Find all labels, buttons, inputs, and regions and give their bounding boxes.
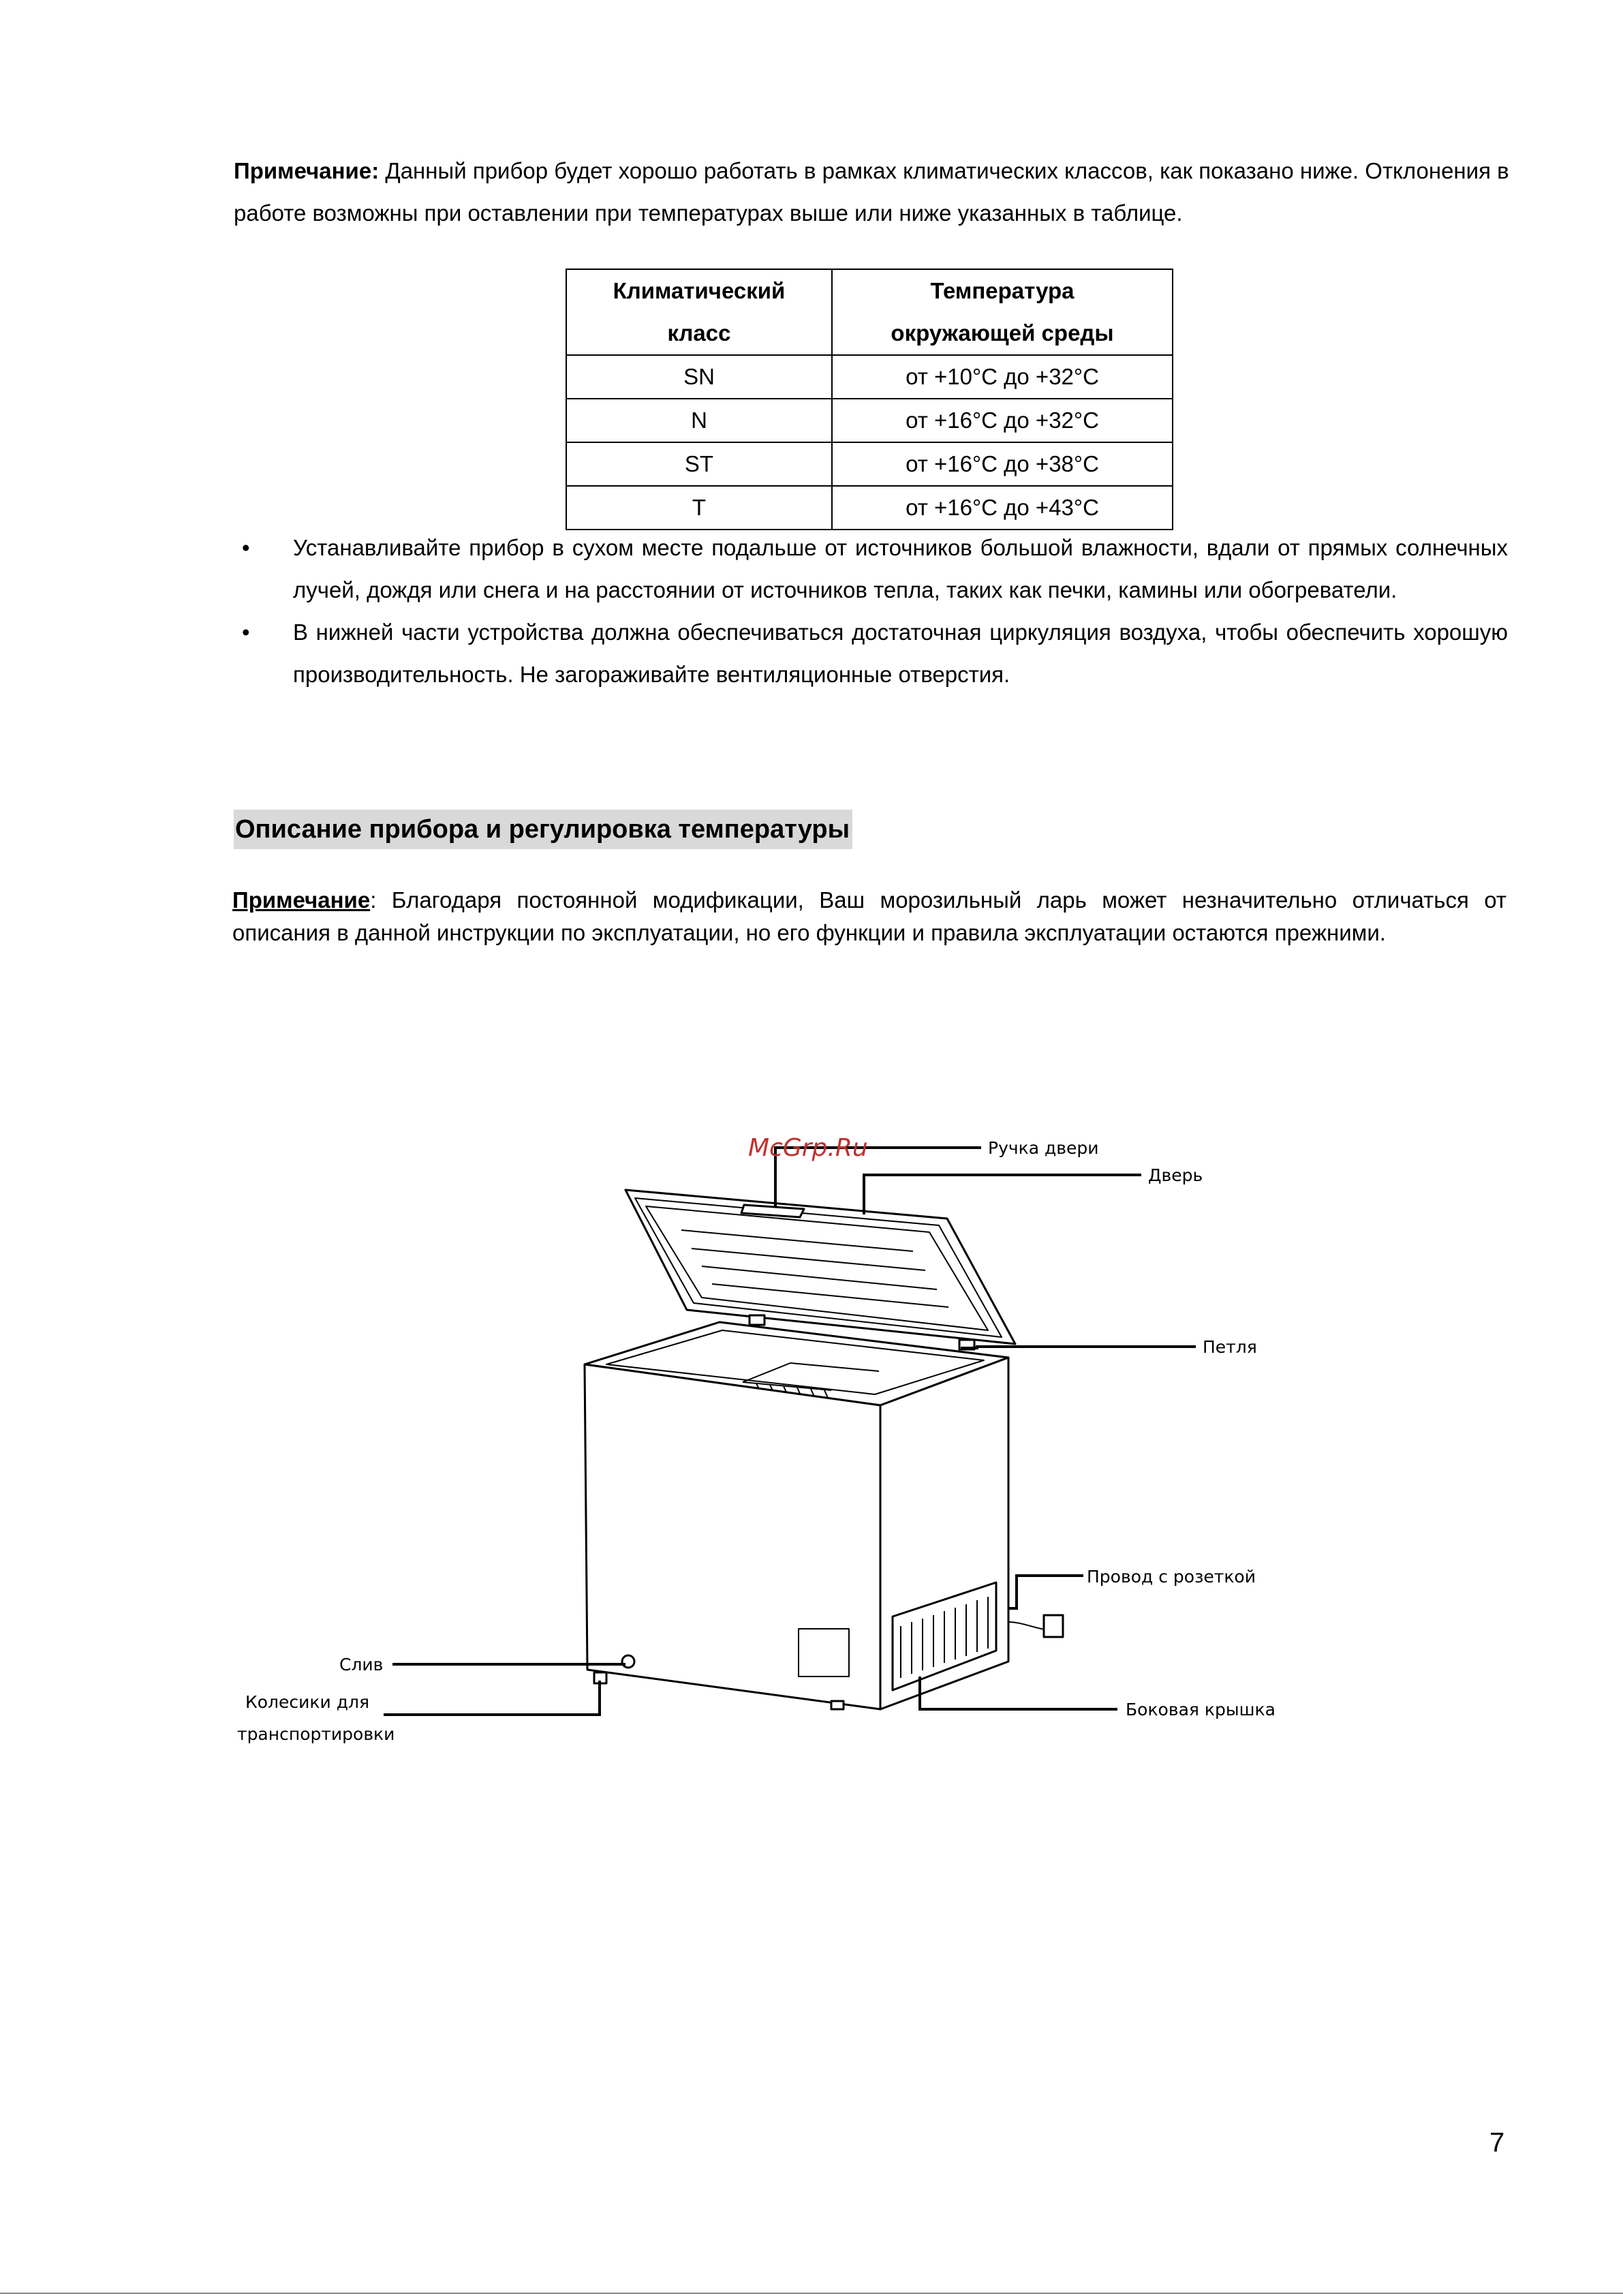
bullet-dot: • bbox=[242, 619, 250, 645]
watermark: McGrp.Ru bbox=[748, 1134, 868, 1162]
bullet-text: В нижней части устройства должна обеспечиваться достаточная циркуляция воздуха, чтобы обеспечить хорошую производительность. Не загораживайте вентиляционные отверстия. bbox=[293, 619, 1508, 687]
label-hinge: Петля bbox=[1203, 1337, 1257, 1357]
hinge bbox=[749, 1315, 764, 1325]
chest-freezer-illustration bbox=[585, 1190, 1063, 1709]
note-label: Примечание: bbox=[234, 158, 380, 183]
climate-class-table bbox=[566, 269, 1173, 530]
note2-label: Примечание bbox=[232, 887, 371, 913]
label-side-cover: Боковая крышка bbox=[1126, 1700, 1276, 1719]
page-bottom-edge bbox=[0, 2293, 1623, 2294]
bullet-text: Устанавливайте прибор в сухом месте подальше от источников большой влажности, вдали от прямых солнечных лучей, дождя или снега и на расстоянии от источников тепла, таких как печки, камины или обогреватели. bbox=[293, 535, 1508, 602]
label-drain: Слив bbox=[339, 1655, 384, 1674]
control-panel bbox=[799, 1629, 849, 1677]
table-row bbox=[566, 442, 1173, 486]
table-header-row bbox=[566, 269, 1173, 355]
cell-class: ST bbox=[566, 442, 832, 486]
cell-class: N bbox=[566, 399, 832, 442]
list-item bbox=[234, 611, 1508, 696]
header-ambient-temp: Температура окружающей среды bbox=[832, 269, 1173, 355]
note2-text: Благодаря постоянной модификации, Ваш морозильный ларь может незначительно отличаться от описания в данной инструкции по эксплуатации, но его функции и правила эксплуатации остаются прежними. bbox=[232, 887, 1506, 945]
label-power-cord: Провод с розеткой bbox=[1087, 1567, 1256, 1587]
section-title: Описание прибора и регулировка температуры bbox=[234, 810, 852, 849]
table-row bbox=[566, 355, 1173, 399]
cell-class: SN bbox=[566, 355, 832, 399]
cell-class: T bbox=[566, 486, 832, 530]
label-door: Дверь bbox=[1148, 1165, 1203, 1185]
cell-temp: от +16°С до +43°С bbox=[832, 486, 1173, 530]
note-text: Данный прибор будет хорошо работать в рамках климатических классов, как показано ниже. Отклонения в работе возможны при оставлении при температурах выше или ниже указанных в таблице. bbox=[234, 158, 1509, 226]
note-climate bbox=[234, 150, 1528, 234]
page-number: 7 bbox=[1489, 2128, 1505, 2158]
bullet-dot: • bbox=[242, 535, 250, 560]
note2-colon: : bbox=[370, 887, 377, 913]
freezer-diagram bbox=[0, 1090, 1623, 1772]
cell-temp: от +16°С до +32°С bbox=[832, 399, 1173, 442]
power-plug bbox=[1044, 1615, 1063, 1637]
bullet-list bbox=[234, 527, 1508, 696]
list-item bbox=[234, 527, 1508, 611]
table-row bbox=[566, 486, 1173, 530]
table-row bbox=[566, 399, 1173, 442]
header-climate-class: Климатический класс bbox=[566, 269, 832, 355]
note-modification bbox=[232, 884, 1506, 949]
cell-temp: от +10°С до +32°С bbox=[832, 355, 1173, 399]
drain bbox=[622, 1655, 634, 1668]
label-door-handle: Ручка двери bbox=[988, 1138, 1099, 1158]
cell-temp: от +16°С до +38°С bbox=[832, 442, 1173, 486]
label-wheels-line2: транспортировки bbox=[237, 1724, 395, 1744]
label-wheels-line1: Колесики для bbox=[245, 1692, 369, 1712]
